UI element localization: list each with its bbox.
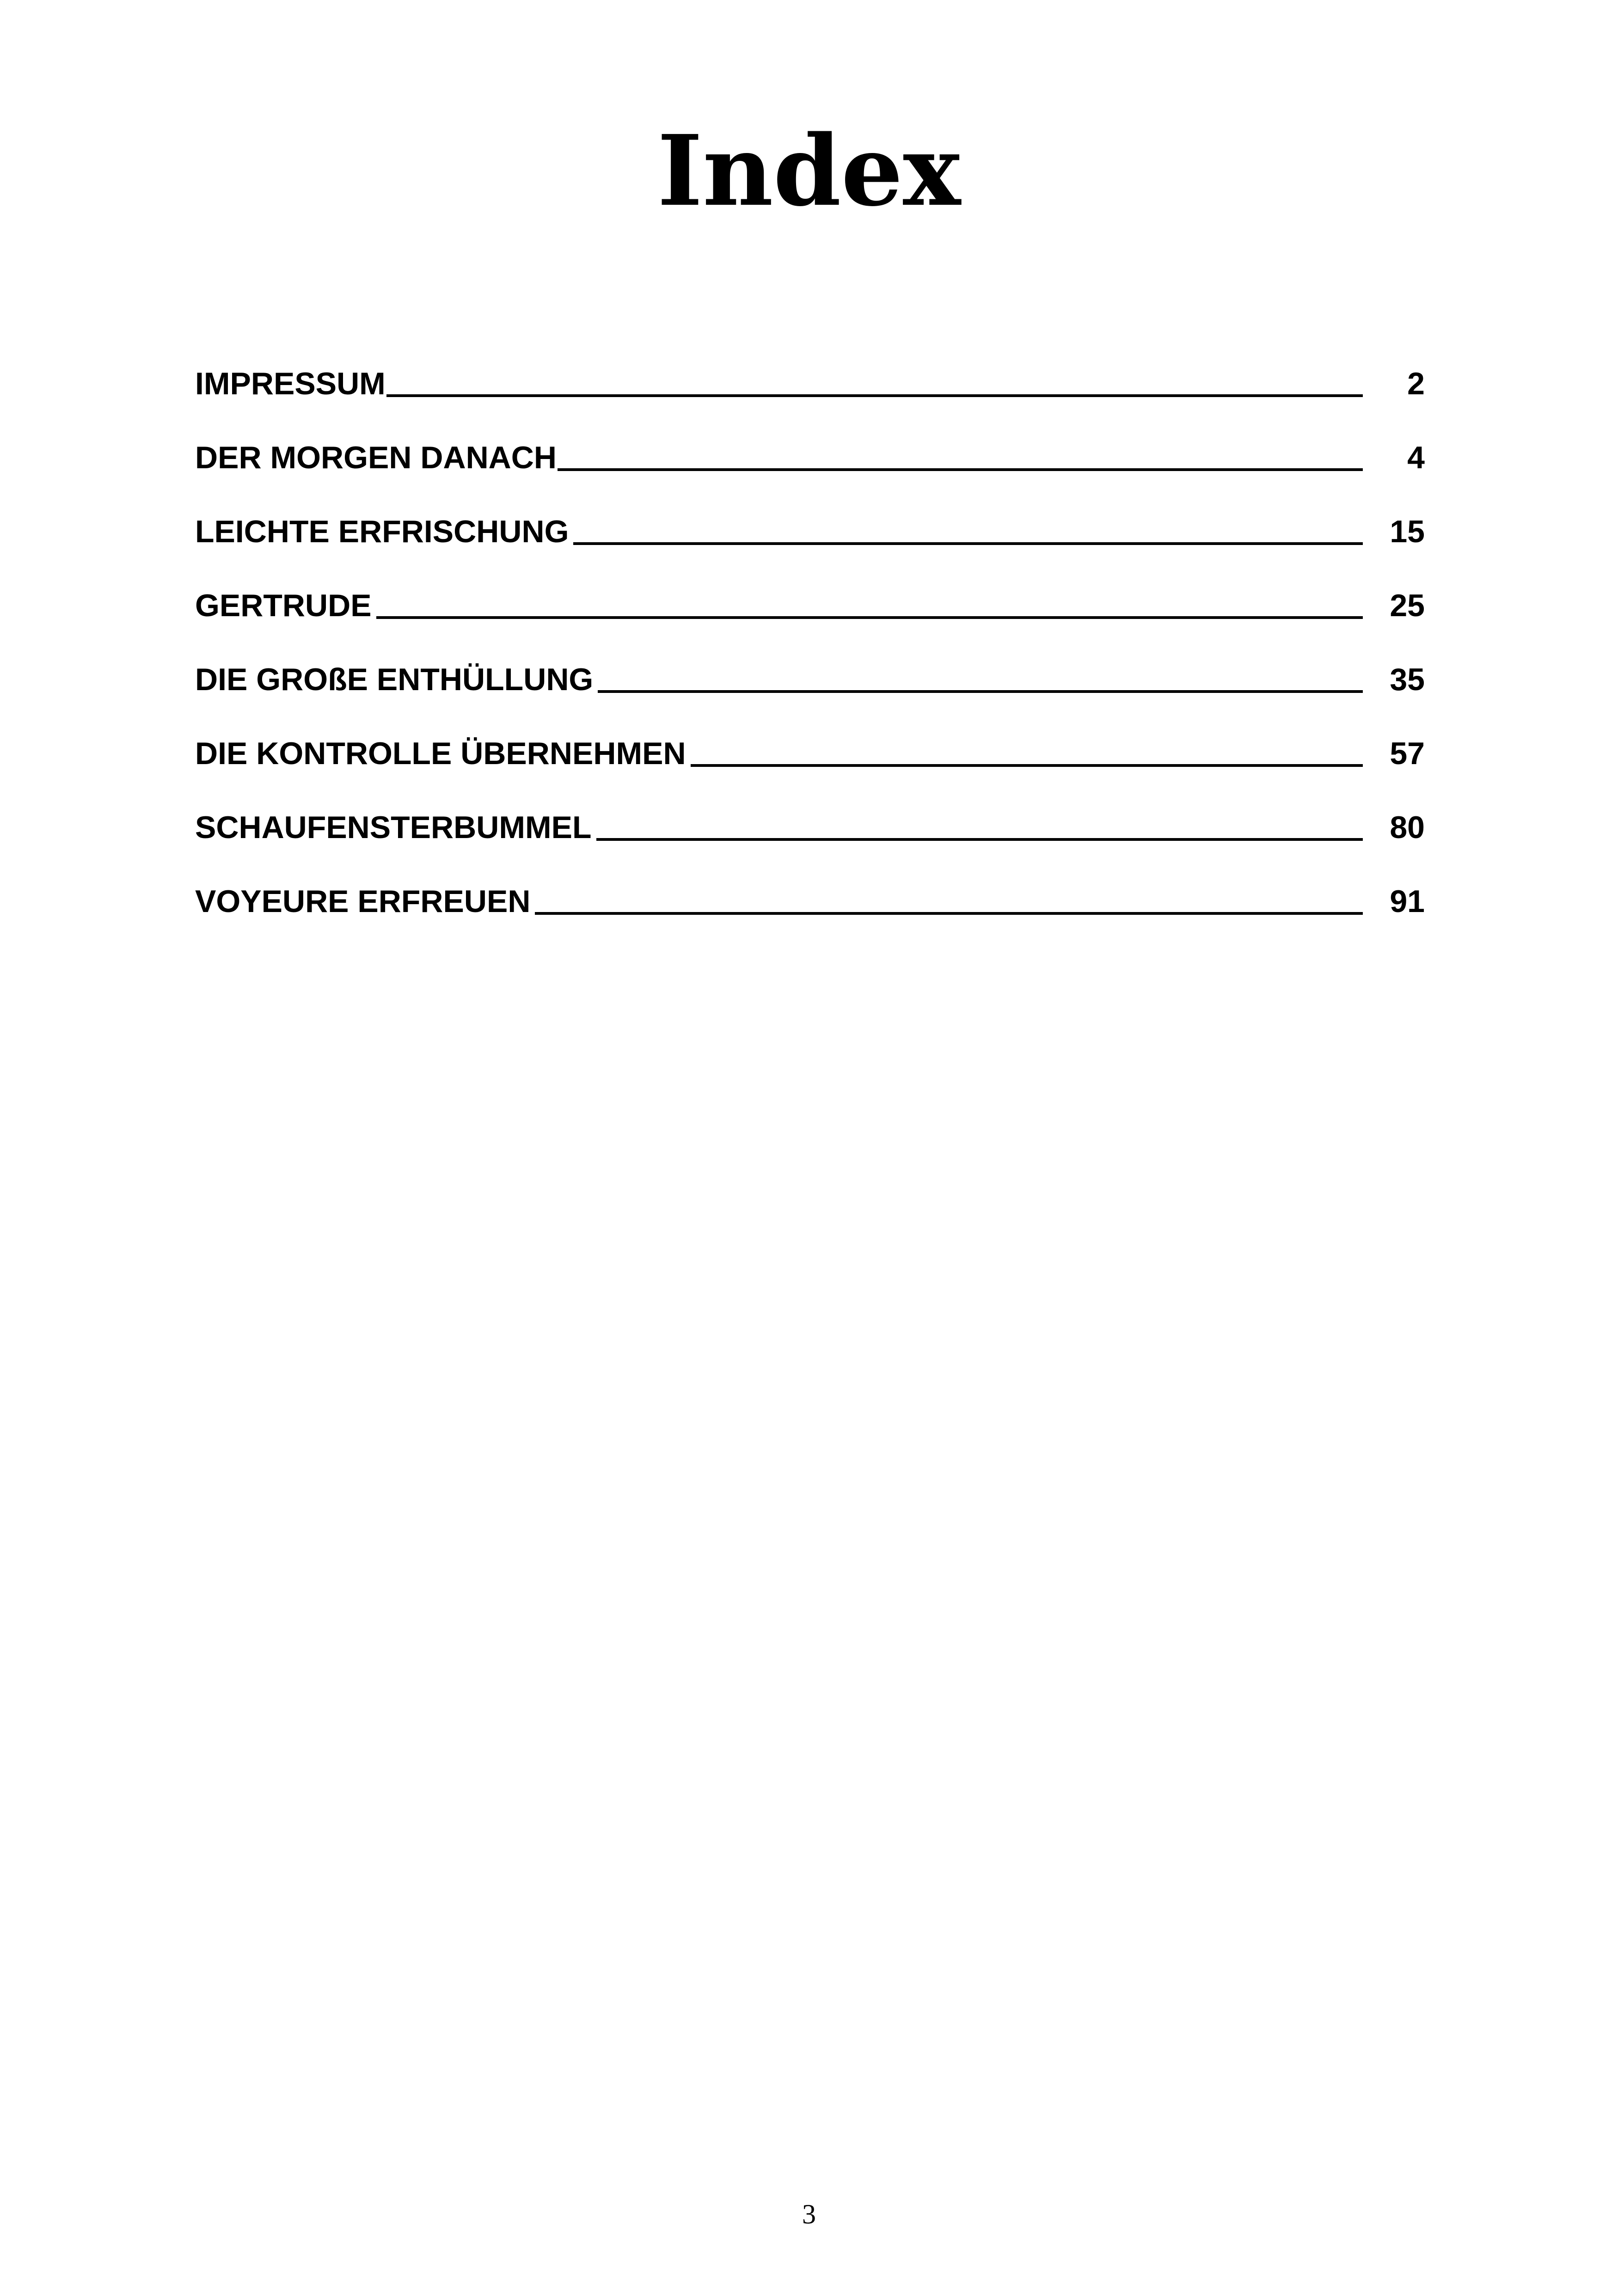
toc-entry-page: 91 <box>1390 884 1425 919</box>
toc-entry-page: 57 <box>1390 736 1425 771</box>
page-title: Index <box>657 114 961 228</box>
toc-leader-line <box>598 690 1363 693</box>
toc-entry-title: DIE GROßE ENTHÜLLUNG <box>195 662 594 697</box>
toc-entry-page: 80 <box>1390 810 1425 845</box>
toc-entry-title: DER MORGEN DANACH <box>195 440 557 475</box>
toc-entry-title: DIE KONTROLLE ÜBERNEHMEN <box>195 736 686 771</box>
toc-entry-title: SCHAUFENSTERBUMMEL <box>195 810 592 845</box>
toc-entry-page: 15 <box>1390 514 1425 549</box>
toc-entry[interactable] <box>195 582 1425 656</box>
toc-entry-title: LEICHTE ERFRISCHUNG <box>195 514 569 549</box>
toc-entry[interactable] <box>195 361 1425 435</box>
toc-entry-page: 25 <box>1390 588 1425 623</box>
toc-leader-line <box>573 542 1363 545</box>
page-number: 3 <box>802 2199 816 2229</box>
toc-leader-line <box>535 912 1363 915</box>
toc-entry[interactable] <box>195 435 1425 508</box>
toc-entry[interactable] <box>195 656 1425 730</box>
toc-entry[interactable] <box>195 508 1425 582</box>
toc-entry[interactable] <box>195 878 1425 952</box>
toc-leader-line <box>558 468 1363 471</box>
table-of-contents <box>195 361 1425 952</box>
toc-entry-title: GERTRUDE <box>195 588 372 623</box>
toc-entry-title: IMPRESSUM <box>195 366 386 401</box>
toc-entry[interactable] <box>195 804 1425 878</box>
toc-entry-page: 2 <box>1407 366 1425 401</box>
toc-leader-line <box>691 764 1363 767</box>
toc-leader-line <box>376 616 1363 619</box>
toc-leader-line <box>596 838 1363 841</box>
toc-leader-line <box>386 394 1363 397</box>
toc-entry-page: 35 <box>1390 662 1425 697</box>
toc-entry[interactable] <box>195 730 1425 804</box>
toc-entry-title: VOYEURE ERFREUEN <box>195 884 531 919</box>
toc-entry-page: 4 <box>1407 440 1425 475</box>
